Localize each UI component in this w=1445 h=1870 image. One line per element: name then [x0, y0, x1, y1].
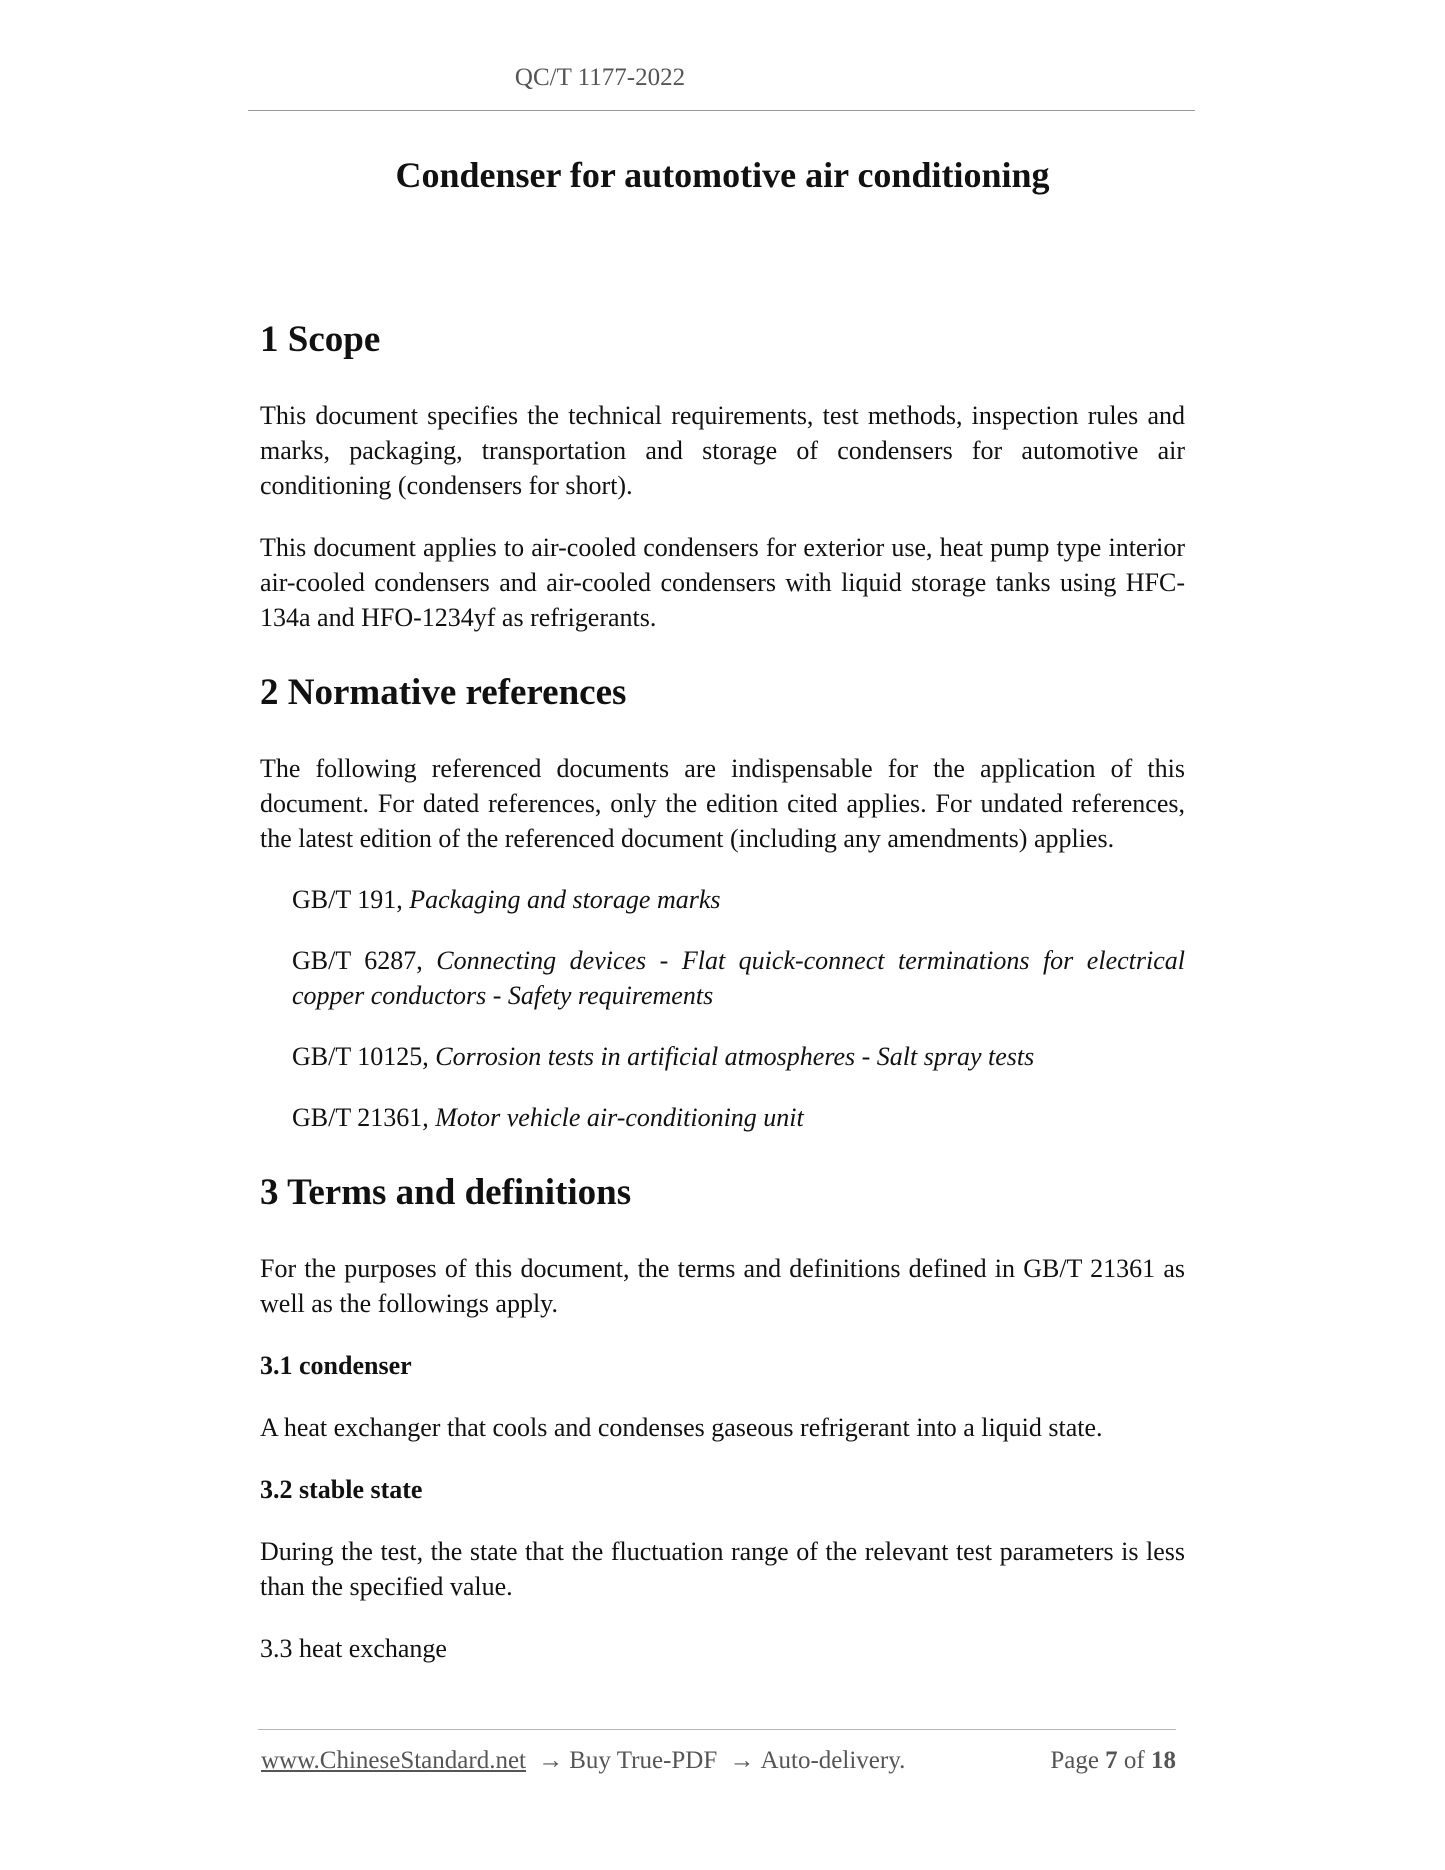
document-title: Condenser for automotive air conditioning	[395, 155, 1050, 195]
section-heading-terms: 3 Terms and definitions	[260, 1172, 632, 1213]
reference-code: GB/T 10125,	[292, 1042, 429, 1071]
footer-website-link[interactable]: www.ChineseStandard.net	[261, 1747, 526, 1774]
reference-item	[292, 943, 1185, 1013]
page-footer	[261, 1747, 1176, 1783]
reference-title: Packaging and storage marks	[409, 885, 721, 914]
reference-title: Motor vehicle air-conditioning unit	[435, 1103, 804, 1132]
footer-buy-text: Buy True-PDF	[569, 1747, 718, 1774]
reference-title: Connecting devices - Flat quick-connect terminations for electrical copper conductors - Safety requirements	[292, 946, 1185, 1010]
page-total: 18	[1151, 1747, 1176, 1774]
reference-item	[292, 882, 1185, 917]
of-label: of	[1123, 1747, 1145, 1774]
document-body	[260, 318, 1185, 1666]
section-heading-normative: 2 Normative references	[260, 672, 627, 713]
terms-paragraph: For the purposes of this document, the terms and definitions defined in GB/T 21361 as well as the followings apply.	[260, 1254, 1185, 1318]
reference-item	[292, 1039, 1185, 1074]
header-divider	[248, 110, 1195, 111]
page-indicator	[1050, 1747, 1176, 1775]
arrow-right-icon: →	[729, 1747, 755, 1774]
term-heading-condenser: 3.1 condenser	[260, 1351, 412, 1380]
reference-item	[292, 1100, 1185, 1135]
page-header: QC/T 1177-2022	[514, 64, 686, 91]
normative-paragraph: The following referenced documents are indispensable for the application of this document. For dated references, only the edition cited applies. For undated references, the latest edition of the referenced document (including any amendments) applies.	[260, 754, 1185, 853]
footer-divider	[258, 1729, 1176, 1730]
reference-title: Corrosion tests in artificial atmospheres - Salt spray tests	[435, 1042, 1035, 1071]
term-definition-condenser: A heat exchanger that cools and condenses gaseous refrigerant into a liquid state.	[260, 1413, 1103, 1442]
term-heading-stable-state: 3.2 stable state	[260, 1475, 423, 1504]
page-label: Page	[1050, 1747, 1099, 1774]
scope-paragraph-2: This document applies to air-cooled condensers for exterior use, heat pump type interior air-cooled condensers and air-cooled condensers with liquid storage tanks using HFC-134a and HFO-1234yf as refrigerants.	[260, 533, 1185, 632]
term-definition-stable-state: During the test, the state that the fluctuation range of the relevant test parameters is less than the specified value.	[260, 1537, 1185, 1601]
term-heading-heat-exchange: 3.3 heat exchange	[260, 1634, 447, 1663]
reference-code: GB/T 6287,	[292, 946, 423, 975]
arrow-right-icon: →	[538, 1747, 564, 1774]
reference-code: GB/T 21361,	[292, 1103, 429, 1132]
section-heading-scope: 1 Scope	[260, 319, 381, 360]
footer-delivery-text: Auto-delivery.	[760, 1747, 906, 1774]
page-current: 7	[1105, 1747, 1118, 1774]
scope-paragraph-1: This document specifies the technical requirements, test methods, inspection rules and marks, packaging, transportation and storage of condensers for automotive air conditioning (condensers for short).	[260, 401, 1185, 500]
reference-code: GB/T 191,	[292, 885, 403, 914]
